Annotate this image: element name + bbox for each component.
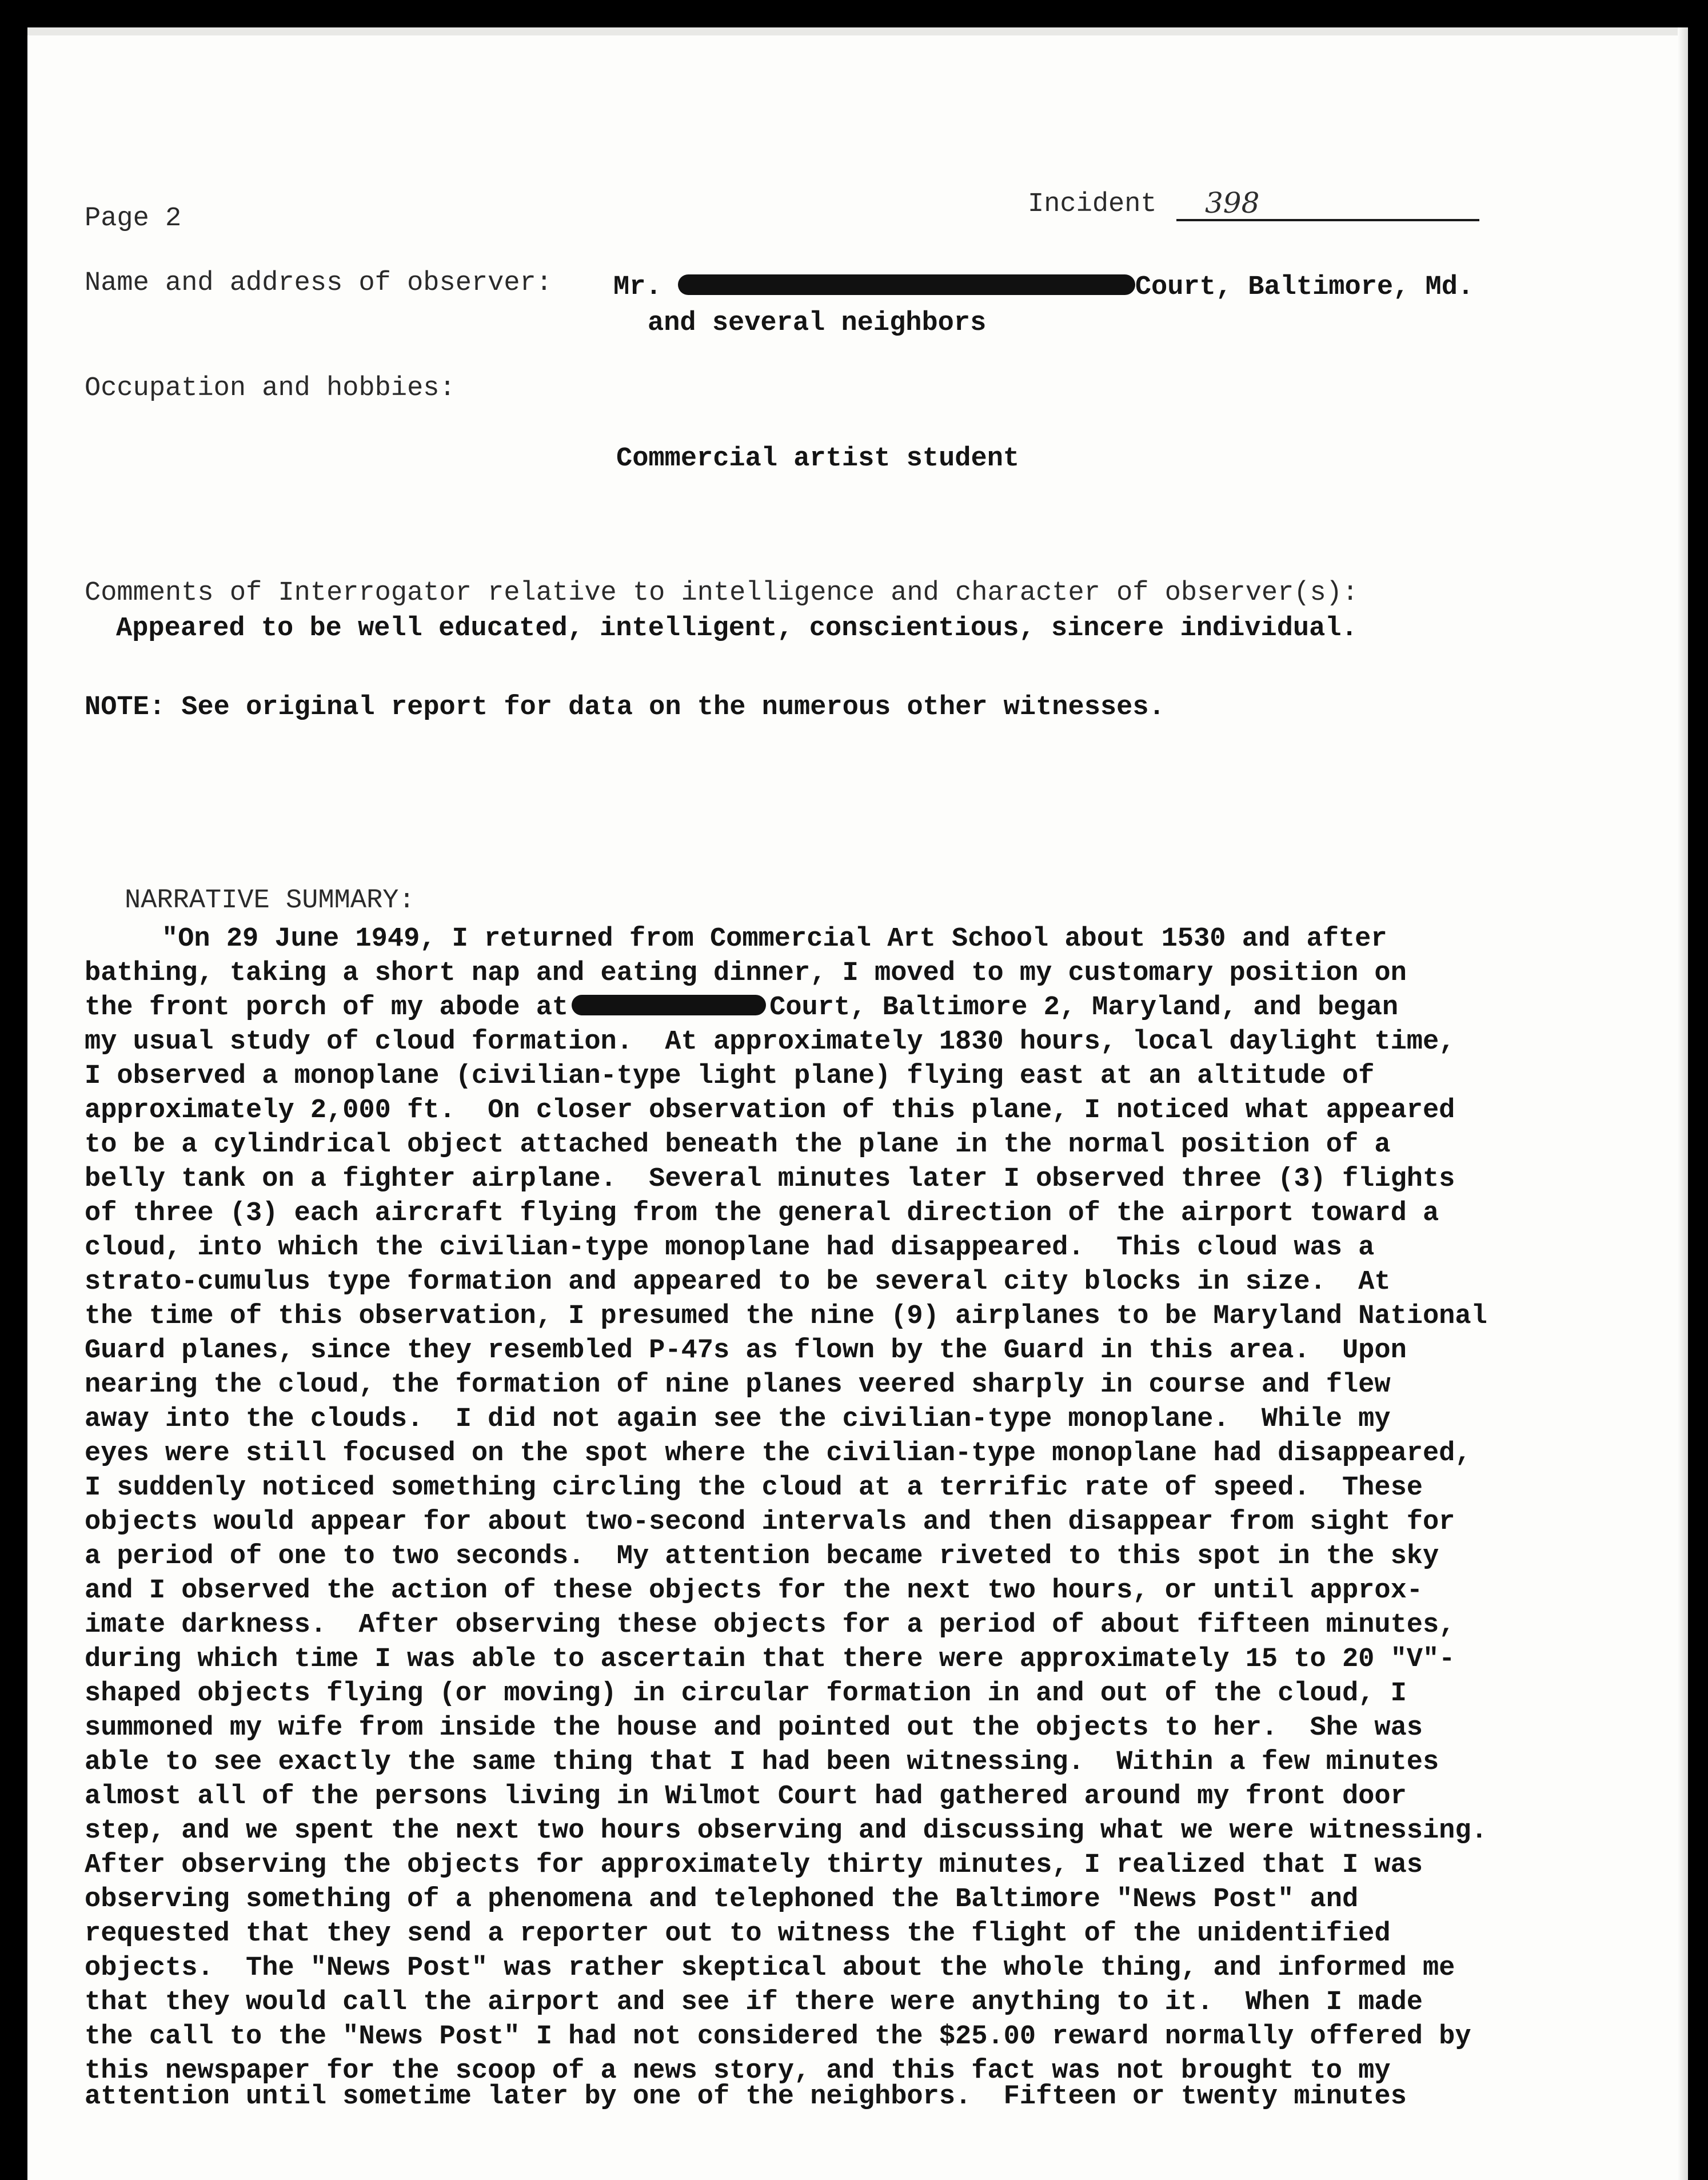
narrative-line: during which time I was able to ascertain that there were approximately 15 to 20 "V"- (85, 1644, 1455, 1675)
comments-label: Comments of Interrogator relative to intelligence and character of observer(s): (85, 578, 1359, 608)
redaction-mark (678, 274, 1135, 295)
narrative-line-part: Court, Baltimore 2, Maryland, and began (769, 993, 1399, 1023)
incident-label: Incident (1028, 189, 1157, 220)
narrative-line: approximately 2,000 ft. On closer observation of this plane, I noticed what appeared (85, 1095, 1455, 1126)
occupation-value: Commercial artist student (616, 444, 1020, 474)
narrative-line: imate darkness. After observing these objects for a period of about fifteen minutes, (85, 1610, 1455, 1640)
note-text: See original report for data on the numerous other witnesses. (181, 692, 1165, 723)
narrative-line: shaped objects flying (or moving) in circular formation in and out of the cloud, I (85, 1679, 1407, 1709)
page-right-edge (1678, 27, 1688, 2180)
narrative-line: this newspaper for the scoop of a news story, and this fact was not brought to my (85, 2056, 1391, 2086)
observer-address: Court, Baltimore, Md. (1135, 272, 1474, 302)
occupation-label: Occupation and hobbies: (85, 373, 456, 404)
narrative-line: step, and we spent the next two hours observing and discussing what we were witnessing. (85, 1816, 1487, 1846)
narrative-line: After observing the objects for approximately thirty minutes, I realized that I was (85, 1850, 1423, 1880)
narrative-line: strato-cumulus type formation and appeared to be several city blocks in size. At (85, 1267, 1391, 1297)
observer-label: Name and address of observer: (85, 268, 552, 298)
narrative-line: belly tank on a fighter airplane. Several minutes later I observed three (3) flights (85, 1164, 1455, 1194)
narrative-line: to be a cylindrical object attached beneath the plane in the normal position of a (85, 1130, 1391, 1160)
narrative-line: the time of this observation, I presumed the nine (9) airplanes to be Maryland National (85, 1301, 1487, 1332)
narrative-line: a period of one to two seconds. My attention became riveted to this spot in the sky (85, 1541, 1439, 1572)
page-top-edge (27, 27, 1688, 35)
narrative-line: bathing, taking a short nap and eating dinner, I moved to my customary position on (85, 958, 1407, 989)
note-label: NOTE: (85, 692, 166, 723)
narrative-line: and I observed the action of these objects for the next two hours, or until approx- (85, 1576, 1423, 1606)
narrative-line: away into the clouds. I did not again see the civilian-type monoplane. While my (85, 1404, 1391, 1434)
narrative-line (85, 991, 1398, 1025)
note-line (85, 691, 1165, 725)
observer-line-2: and several neighbors (648, 308, 987, 338)
page-number: Page 2 (85, 204, 182, 234)
narrative-line: eyes were still focused on the spot where the civilian-type monoplane had disappeared, (85, 1438, 1471, 1469)
narrative-line: able to see exactly the same thing that I had been witnessing. Within a few minutes (85, 1747, 1439, 1778)
narrative-line: nearing the cloud, the formation of nine planes veered sharply in course and flew (85, 1370, 1391, 1400)
narrative-line: summoned my wife from inside the house and pointed out the objects to her. She was (85, 1713, 1423, 1743)
narrative-line: requested that they send a reporter out to witness the flight of the unidentified (85, 1919, 1391, 1949)
narrative-line: I observed a monoplane (civilian-type light plane) flying east at an altitude of (85, 1061, 1375, 1091)
document-page (27, 27, 1688, 2180)
narrative-line: attention until sometime later by one of the neighbors. Fifteen or twenty minutes (85, 2082, 1407, 2112)
narrative-line: Guard planes, since they resembled P-47s as flown by the Guard in this area. Upon (85, 1336, 1407, 1366)
observer-name-line (613, 270, 1474, 305)
redaction-mark (572, 995, 766, 1015)
narrative-line: the call to the "News Post" I had not considered the $25.00 reward normally offered by (85, 2022, 1471, 2052)
narrative-heading: NARRATIVE SUMMARY: (125, 886, 415, 916)
narrative-line-part: the front porch of my abode at (85, 993, 569, 1023)
narrative-line: I suddenly noticed something circling the cloud at a terrific rate of speed. These (85, 1473, 1423, 1503)
comments-value: Appeared to be well educated, intelligent, conscientious, sincere individual. (116, 613, 1358, 644)
observer-prefix: Mr. (613, 272, 662, 302)
narrative-line: of three (3) each aircraft flying from the general direction of the airport toward a (85, 1198, 1439, 1229)
narrative-line: cloud, into which the civilian-type monoplane had disappeared. This cloud was a (85, 1233, 1375, 1263)
narrative-line: objects would appear for about two-second intervals and then disappear from sight for (85, 1507, 1455, 1537)
narrative-line: my usual study of cloud formation. At approximately 1830 hours, local daylight time, (85, 1027, 1455, 1057)
narrative-line: almost all of the persons living in Wilmot Court had gathered around my front door (85, 1782, 1407, 1812)
incident-number: 398 (1205, 186, 1260, 220)
narrative-line: objects. The "News Post" was rather skeptical about the whole thing, and informed me (85, 1953, 1455, 1983)
narrative-line: observing something of a phenomena and telephoned the Baltimore "News Post" and (85, 1884, 1359, 1915)
narrative-line: "On 29 June 1949, I returned from Commercial Art School about 1530 and after (162, 924, 1387, 954)
narrative-line: that they would call the airport and see if there were anything to it. When I made (85, 1987, 1423, 2018)
